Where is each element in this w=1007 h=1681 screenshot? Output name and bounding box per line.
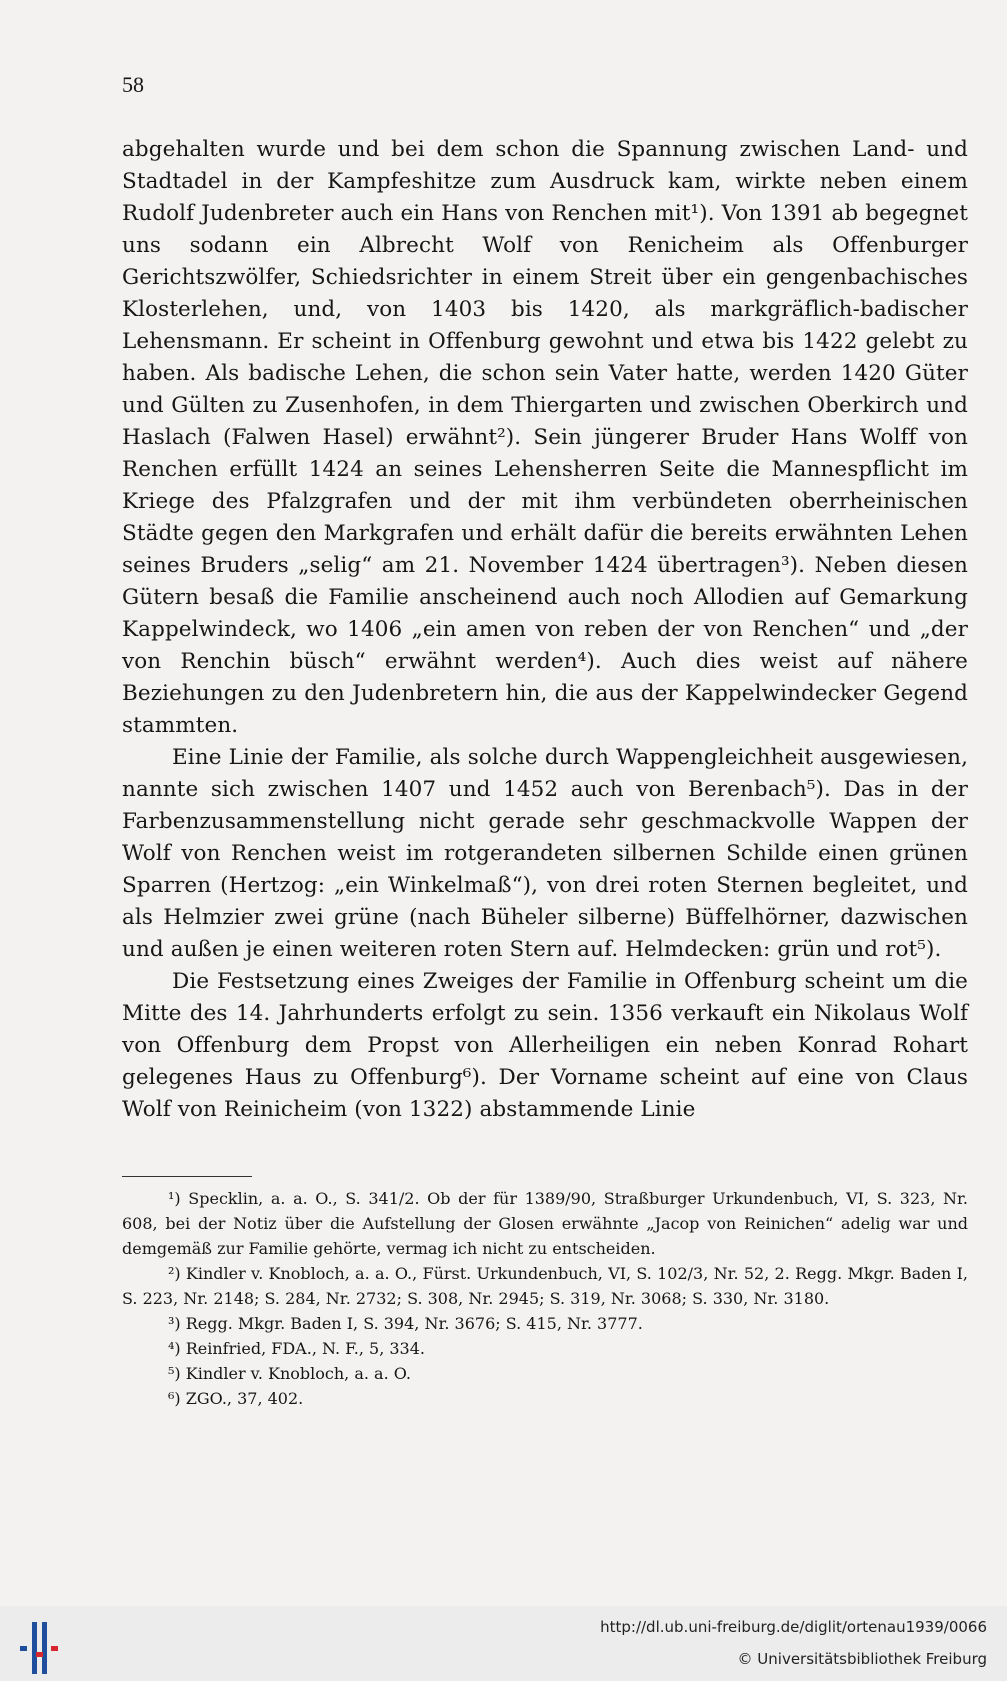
page-number: 58 <box>122 72 144 97</box>
footnote-divider <box>122 1176 252 1177</box>
footnotes <box>122 1186 968 1411</box>
permalink-url[interactable]: http://dl.ub.uni-freiburg.de/diglit/ortenau1939/0066 <box>600 1618 987 1636</box>
footnote-3: ³) Regg. Mkgr. Baden I, S. 394, Nr. 3676; S. 415, Nr. 3777. <box>168 1314 643 1333</box>
paragraph-1: abgehalten wurde und bei dem schon die Spannung zwischen Land- und Stadtadel in der Kampfeshitze zum Ausdruck kam, wirkte neben einem Rudolf Judenbreter auch ein Hans von Renchen mit¹). Von 1391 ab begegnet uns sodann ein Albrecht Wolf von Renicheim als Offenburger Gerichtszwölfer, Schiedsrichter in einem Streit über ein gengenbachisches Klosterlehen, und, von 1403 bis 1420, als markgräflich-badischer Lehensmann. Er scheint in Offenburg gewohnt und etwa bis 1422 gelebt zu haben. Als badische Lehen, die schon sein Vater hatte, werden 1420 Güter und Gülten zu Zusenhofen, in dem Thiergarten und zwischen Oberkirch und Haslach (Falwen Hasel) erwähnt²). Sein jüngerer Bruder Hans Wolff von Renchen erfüllt 1424 an seines Lehensherren Seite die Mannespflicht im Kriege des Pfalzgrafen und der mit ihm verbündeten oberrheinischen Städte gegen den Markgrafen und erhält dafür die bereits erwähnten Lehen seines Bruders „selig“ am 21. November 1424 übertragen³). Neben diesen Gütern besaß die Familie anscheinend auch noch Allodien auf Gemarkung Kappelwindeck, wo 1406 „ein amen von reben der von Renchen“ und „der von Renchin büsch“ erwähnt werden⁴). Auch dies weist auf nähere Beziehungen zu den Judenbretern hin, die aus der Kappelwindecker Gegend stammten. <box>122 137 968 738</box>
footnote-5: ⁵) Kindler v. Knobloch, a. a. O. <box>168 1364 411 1383</box>
paragraph-3: Die Festsetzung eines Zweiges der Familie in Offenburg scheint um die Mitte des 14. Jahrhunderts erfolgt zu sein. 1356 verkauft ein Nikolaus Wolf von Offenburg dem Propst von Allerheiligen ein neben Konrad Rohart gelegenes Haus zu Offenburg⁶). Der Vorname scheint auf eine von Claus Wolf von Reinicheim (von 1322) abstammende Linie <box>122 969 968 1122</box>
footnote-2: ²) Kindler v. Knobloch, a. a. O., Fürst. Urkundenbuch, VI, S. 102/3, Nr. 52, 2. Regg. Mkgr. Baden I, S. 223, Nr. 2148; S. 284, Nr. 2732; S. 308, Nr. 2945; S. 319, Nr. 3068; S. 330, Nr. 3180. <box>122 1264 968 1308</box>
body-text <box>122 134 968 1126</box>
footnote-6: ⁶) ZGO., 37, 402. <box>168 1389 304 1408</box>
copyright-notice: © Universitätsbibliothek Freiburg <box>737 1650 987 1668</box>
ub-freiburg-logo-icon[interactable] <box>14 1622 66 1674</box>
footnote-4: ⁴) Reinfried, FDA., N. F., 5, 334. <box>168 1339 425 1358</box>
footnote-1: ¹) Specklin, a. a. O., S. 341/2. Ob der für 1389/90, Straßburger Urkundenbuch, VI, S. 323, Nr. 608, bei der Notiz über die Aufstellung der Glosen erwähnte „Jacop von Reinichen“ adelig war und demgemäß zur Familie gehörte, vermag ich nicht zu entscheiden. <box>122 1189 968 1258</box>
viewer-footer <box>0 1606 1007 1681</box>
paragraph-2: Eine Linie der Familie, als solche durch Wappengleichheit ausgewiesen, nannte sich zwischen 1407 und 1452 auch von Berenbach⁵). Das in der Farbenzusammenstellung nicht gerade sehr geschmackvolle Wappen der Wolf von Renchen weist im rotgerandeten silbernen Schilde einen grünen Sparren (Hertzog: „ein Winkelmaß“), von drei roten Sternen begleitet, und als Helmzier zwei grüne (nach Büheler silberne) Büffelhörner, dazwischen und außen je einen weiteren roten Stern auf. Helmdecken: grün und rot⁵). <box>122 745 968 962</box>
